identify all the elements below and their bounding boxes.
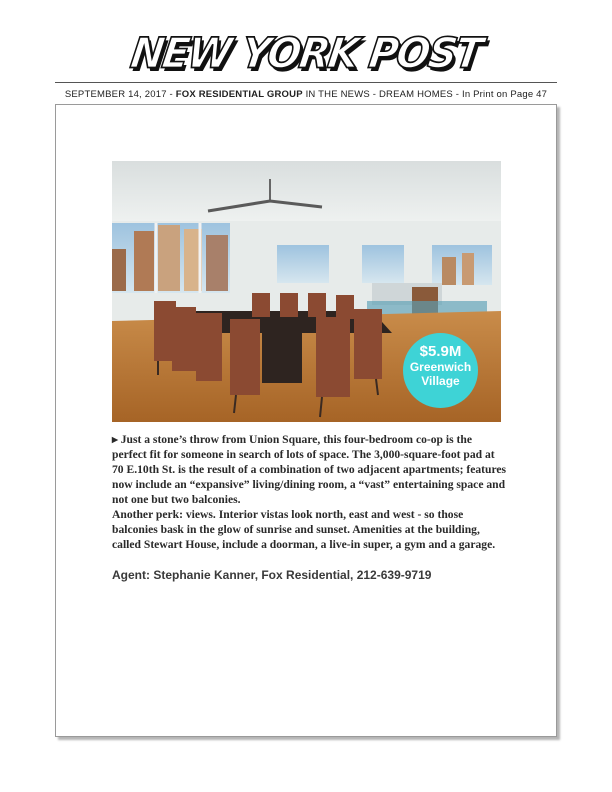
article-paragraph-1: ▸ Just a stone’s throw from Union Square, this four-bedroom co-op is the perfect fit for someone in search of lots of space. The 3,000-square-foot pad at 70 E.10th St. is the result of a combination of two adjacent apartments; features now include an “expansive” living/dining room, a “vast” entertaining space and not one but two balconies.	[112, 433, 507, 506]
dateline-in-the-news: IN THE NEWS	[305, 89, 370, 100]
dateline-date: SEPTEMBER 14, 2017	[64, 89, 167, 100]
badge-line2: Village	[421, 374, 460, 388]
badge-line1: Greenwich	[409, 360, 472, 374]
dateline: SEPTEMBER 14, 2017 - FOX RESIDENTIAL GROUP IN THE NEWS - DREAM HOMES - In Print on Page 47	[64, 89, 548, 100]
newspaper-logo: NEW YORK POST	[127, 29, 485, 79]
dateline-print: In Print on Page 47	[461, 89, 548, 100]
dateline-section: DREAM HOMES	[378, 89, 453, 100]
article-paragraph-2: Another perk: views. Interior vistas look north, east and west - so those balconies bask in the glow of sunrise and sunset. Amenities at the building, called Stewart House, include a doorman, a live-in super, a gym and a garage.	[112, 508, 496, 551]
dateline-company: FOX RESIDENTIAL GROUP	[175, 89, 303, 100]
article-body	[112, 432, 507, 552]
badge-price: $5.9M	[419, 343, 462, 360]
header-rule	[55, 82, 557, 83]
masthead	[0, 30, 612, 78]
price-badge	[403, 333, 478, 408]
agent-contact: Agent: Stephanie Kanner, Fox Residential, 212-639-9719	[112, 568, 432, 582]
